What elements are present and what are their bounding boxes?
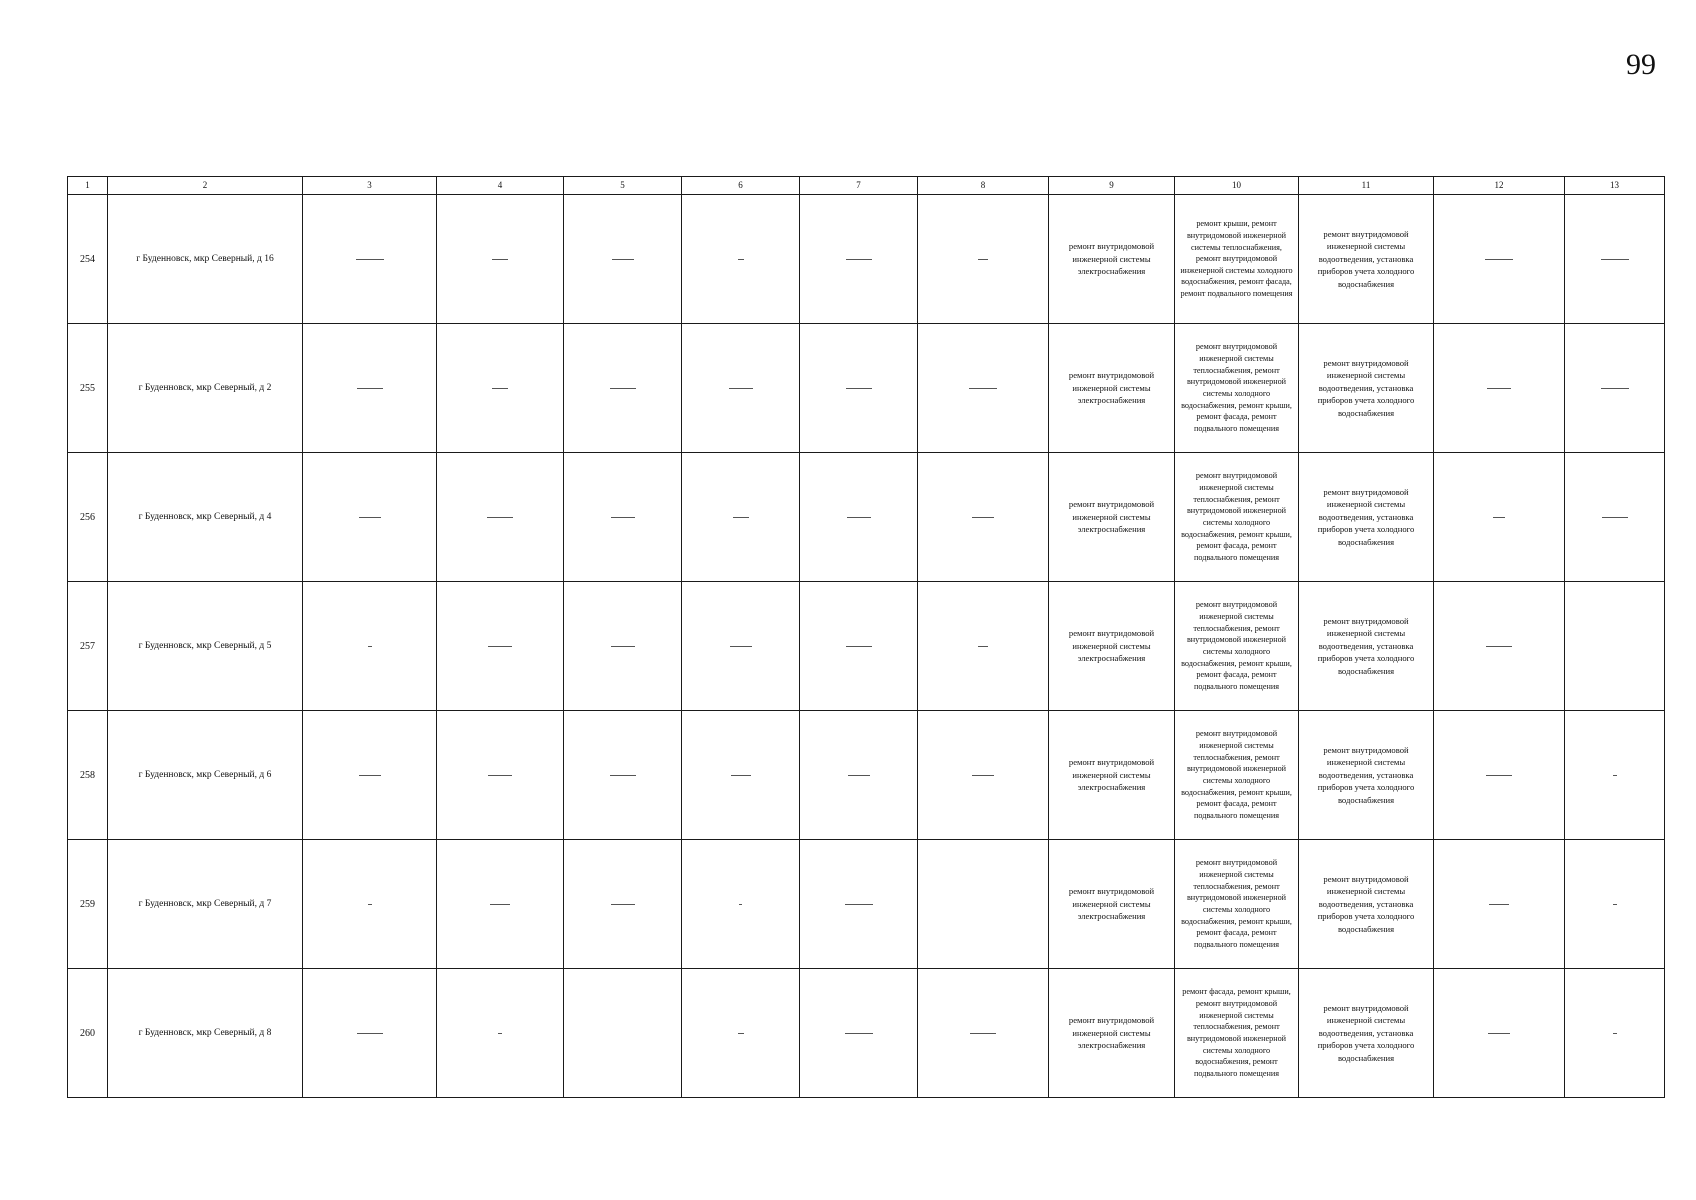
work-cell-col11: ремонт внутридомовой инженерной системы водоотведения, установка приборов учета холодного водоснабжения	[1299, 969, 1434, 1098]
dash-mark	[730, 646, 752, 647]
address-cell: г Буденновск, мкр Северный, д 8	[108, 969, 303, 1098]
empty-cell-col12	[1434, 195, 1565, 324]
empty-cell-col12	[1434, 453, 1565, 582]
empty-cell-col3	[303, 582, 437, 711]
empty-cell-col8	[918, 195, 1049, 324]
dash-mark	[492, 259, 508, 260]
dash-mark	[610, 775, 636, 776]
table-row	[68, 324, 1665, 453]
column-header-11: 11	[1299, 177, 1434, 195]
dash-mark	[846, 388, 872, 389]
empty-cell-col6	[682, 195, 800, 324]
dash-mark	[846, 646, 872, 647]
row-number: 259	[68, 840, 108, 969]
empty-cell-col8	[918, 711, 1049, 840]
dash-mark	[611, 904, 635, 905]
work-cell-col10: ремонт внутридомовой инженерной системы теплоснабжения, ремонт внутридомовой инженерной системы холодного водоснабжения, ремонт крыши, ремонт фасада, ремонт подвального помещения	[1175, 582, 1299, 711]
dash-mark	[1486, 775, 1512, 776]
work-cell-col11: ремонт внутридомовой инженерной системы водоотведения, установка приборов учета холодного водоснабжения	[1299, 195, 1434, 324]
repair-schedule-table	[67, 176, 1665, 1098]
dash-mark	[490, 904, 510, 905]
empty-cell-col3	[303, 840, 437, 969]
dash-mark	[1602, 517, 1628, 518]
empty-cell-col13	[1565, 969, 1665, 1098]
empty-cell-col5	[564, 969, 682, 1098]
address-cell: г Буденновск, мкр Северный, д 2	[108, 324, 303, 453]
dash-mark	[1487, 388, 1511, 389]
dash-mark	[1489, 904, 1509, 905]
empty-cell-col6	[682, 840, 800, 969]
dash-mark	[1613, 775, 1617, 776]
dash-mark	[972, 517, 994, 518]
empty-cell-col7	[800, 969, 918, 1098]
empty-cell-col5	[564, 195, 682, 324]
empty-cell-col13	[1565, 582, 1665, 711]
column-header-4: 4	[437, 177, 564, 195]
dash-mark	[611, 517, 635, 518]
empty-cell-col13	[1565, 840, 1665, 969]
dash-mark	[1488, 1033, 1510, 1034]
work-cell-col11: ремонт внутридомовой инженерной системы водоотведения, установка приборов учета холодного водоснабжения	[1299, 840, 1434, 969]
work-cell-col10: ремонт внутридомовой инженерной системы теплоснабжения, ремонт внутридомовой инженерной системы холодного водоснабжения, ремонт крыши, ремонт фасада, ремонт подвального помещения	[1175, 453, 1299, 582]
empty-cell-col13	[1565, 453, 1665, 582]
dash-mark	[356, 259, 384, 260]
address-cell: г Буденновск, мкр Северный, д 6	[108, 711, 303, 840]
empty-cell-col4	[437, 324, 564, 453]
empty-cell-col7	[800, 453, 918, 582]
table-row	[68, 840, 1665, 969]
dash-mark	[1493, 517, 1505, 518]
dash-mark	[738, 259, 744, 260]
empty-cell-col13	[1565, 195, 1665, 324]
empty-cell-col7	[800, 711, 918, 840]
empty-cell-col4	[437, 711, 564, 840]
dash-mark	[729, 388, 753, 389]
table-row	[68, 195, 1665, 324]
work-cell-col10: ремонт крыши, ремонт внутридомовой инженерной системы теплоснабжения, ремонт внутридомовой инженерной системы холодного водоснабжения, ремонт фасада, ремонт подвального помещения	[1175, 195, 1299, 324]
dash-mark	[969, 388, 997, 389]
dash-mark	[488, 646, 512, 647]
dash-mark	[731, 775, 751, 776]
dash-mark	[1601, 388, 1629, 389]
row-number: 258	[68, 711, 108, 840]
dash-mark	[847, 517, 871, 518]
empty-cell-col7	[800, 840, 918, 969]
dash-mark	[492, 388, 508, 389]
dash-mark	[845, 904, 873, 905]
dash-mark	[1486, 646, 1512, 647]
dash-mark	[1601, 259, 1629, 260]
work-cell-col11: ремонт внутридомовой инженерной системы водоотведения, установка приборов учета холодного водоснабжения	[1299, 711, 1434, 840]
dash-mark	[487, 517, 513, 518]
empty-cell-col5	[564, 840, 682, 969]
empty-cell-col4	[437, 453, 564, 582]
column-header-12: 12	[1434, 177, 1565, 195]
row-number: 256	[68, 453, 108, 582]
column-header-8: 8	[918, 177, 1049, 195]
row-number: 257	[68, 582, 108, 711]
empty-cell-col6	[682, 324, 800, 453]
empty-cell-col4	[437, 969, 564, 1098]
empty-cell-col6	[682, 453, 800, 582]
row-number: 255	[68, 324, 108, 453]
empty-cell-col12	[1434, 582, 1565, 711]
empty-cell-col8	[918, 840, 1049, 969]
empty-cell-col13	[1565, 324, 1665, 453]
column-header-13: 13	[1565, 177, 1665, 195]
work-cell-col10: ремонт внутридомовой инженерной системы теплоснабжения, ремонт внутридомовой инженерной системы холодного водоснабжения, ремонт крыши, ремонт фасада, ремонт подвального помещения	[1175, 840, 1299, 969]
work-cell-col10: ремонт фасада, ремонт крыши, ремонт внутридомовой инженерной системы теплоснабжения, ремонт внутридомовой инженерной системы холодного водоснабжения, ремонт подвального помещения	[1175, 969, 1299, 1098]
empty-cell-col5	[564, 453, 682, 582]
work-cell-col11: ремонт внутридомовой инженерной системы водоотведения, установка приборов учета холодного водоснабжения	[1299, 582, 1434, 711]
empty-cell-col6	[682, 969, 800, 1098]
work-cell-col9: ремонт внутридомовой инженерной системы электроснабжения	[1049, 711, 1175, 840]
work-cell-col11: ремонт внутридомовой инженерной системы водоотведения, установка приборов учета холодного водоснабжения	[1299, 324, 1434, 453]
dash-mark	[848, 775, 870, 776]
empty-cell-col8	[918, 969, 1049, 1098]
empty-cell-col5	[564, 582, 682, 711]
work-cell-col9: ремонт внутридомовой инженерной системы электроснабжения	[1049, 840, 1175, 969]
column-number-row	[68, 177, 1665, 195]
column-header-7: 7	[800, 177, 918, 195]
empty-cell-col4	[437, 582, 564, 711]
dash-mark	[488, 775, 512, 776]
address-cell: г Буденновск, мкр Северный, д 7	[108, 840, 303, 969]
dash-mark	[1485, 259, 1513, 260]
empty-cell-col4	[437, 840, 564, 969]
work-cell-col9: ремонт внутридомовой инженерной системы электроснабжения	[1049, 453, 1175, 582]
empty-cell-col12	[1434, 840, 1565, 969]
column-header-5: 5	[564, 177, 682, 195]
empty-cell-col7	[800, 582, 918, 711]
work-cell-col10: ремонт внутридомовой инженерной системы теплоснабжения, ремонт внутридомовой инженерной системы холодного водоснабжения, ремонт крыши, ремонт фасада, ремонт подвального помещения	[1175, 711, 1299, 840]
empty-cell-col4	[437, 195, 564, 324]
row-number: 254	[68, 195, 108, 324]
dash-mark	[357, 388, 383, 389]
address-cell: г Буденновск, мкр Северный, д 16	[108, 195, 303, 324]
dash-mark	[359, 775, 381, 776]
empty-cell-col7	[800, 195, 918, 324]
dash-mark	[978, 259, 988, 260]
column-header-6: 6	[682, 177, 800, 195]
dash-mark	[1613, 1033, 1617, 1034]
address-cell: г Буденновск, мкр Северный, д 4	[108, 453, 303, 582]
dash-mark	[733, 517, 749, 518]
empty-cell-col12	[1434, 324, 1565, 453]
empty-cell-col12	[1434, 711, 1565, 840]
table-row	[68, 582, 1665, 711]
table-row	[68, 453, 1665, 582]
empty-cell-col7	[800, 324, 918, 453]
row-number: 260	[68, 969, 108, 1098]
empty-cell-col5	[564, 324, 682, 453]
dash-mark	[612, 259, 634, 260]
dash-mark	[970, 1033, 996, 1034]
address-cell: г Буденновск, мкр Северный, д 5	[108, 582, 303, 711]
empty-cell-col3	[303, 324, 437, 453]
empty-cell-col8	[918, 453, 1049, 582]
work-cell-col9: ремонт внутридомовой инженерной системы электроснабжения	[1049, 969, 1175, 1098]
work-cell-col9: ремонт внутридомовой инженерной системы электроснабжения	[1049, 195, 1175, 324]
dash-mark	[1613, 904, 1617, 905]
empty-cell-col8	[918, 582, 1049, 711]
dash-mark	[739, 904, 742, 905]
empty-cell-col3	[303, 711, 437, 840]
work-cell-col10: ремонт внутридомовой инженерной системы теплоснабжения, ремонт внутридомовой инженерной системы холодного водоснабжения, ремонт крыши, ремонт фасада, ремонт подвального помещения	[1175, 324, 1299, 453]
table-row	[68, 711, 1665, 840]
empty-cell-col5	[564, 711, 682, 840]
empty-cell-col13	[1565, 711, 1665, 840]
column-header-1: 1	[68, 177, 108, 195]
dash-mark	[357, 1033, 383, 1034]
dash-mark	[368, 904, 372, 905]
empty-cell-col12	[1434, 969, 1565, 1098]
empty-cell-col3	[303, 453, 437, 582]
empty-cell-col3	[303, 969, 437, 1098]
empty-cell-col3	[303, 195, 437, 324]
empty-cell-col6	[682, 582, 800, 711]
column-header-10: 10	[1175, 177, 1299, 195]
dash-mark	[498, 1033, 502, 1034]
dash-mark	[359, 517, 381, 518]
work-cell-col11: ремонт внутридомовой инженерной системы водоотведения, установка приборов учета холодного водоснабжения	[1299, 453, 1434, 582]
work-cell-col9: ремонт внутридомовой инженерной системы электроснабжения	[1049, 324, 1175, 453]
column-header-3: 3	[303, 177, 437, 195]
dash-mark	[978, 646, 988, 647]
dash-mark	[368, 646, 372, 647]
empty-cell-col8	[918, 324, 1049, 453]
work-cell-col9: ремонт внутридомовой инженерной системы электроснабжения	[1049, 582, 1175, 711]
column-header-2: 2	[108, 177, 303, 195]
dash-mark	[611, 646, 635, 647]
column-header-9: 9	[1049, 177, 1175, 195]
dash-mark	[972, 775, 994, 776]
dash-mark	[845, 1033, 873, 1034]
empty-cell-col6	[682, 711, 800, 840]
page-number: 99	[1626, 48, 1656, 81]
dash-mark	[846, 259, 872, 260]
table-row	[68, 969, 1665, 1098]
dash-mark	[738, 1033, 744, 1034]
dash-mark	[610, 388, 636, 389]
